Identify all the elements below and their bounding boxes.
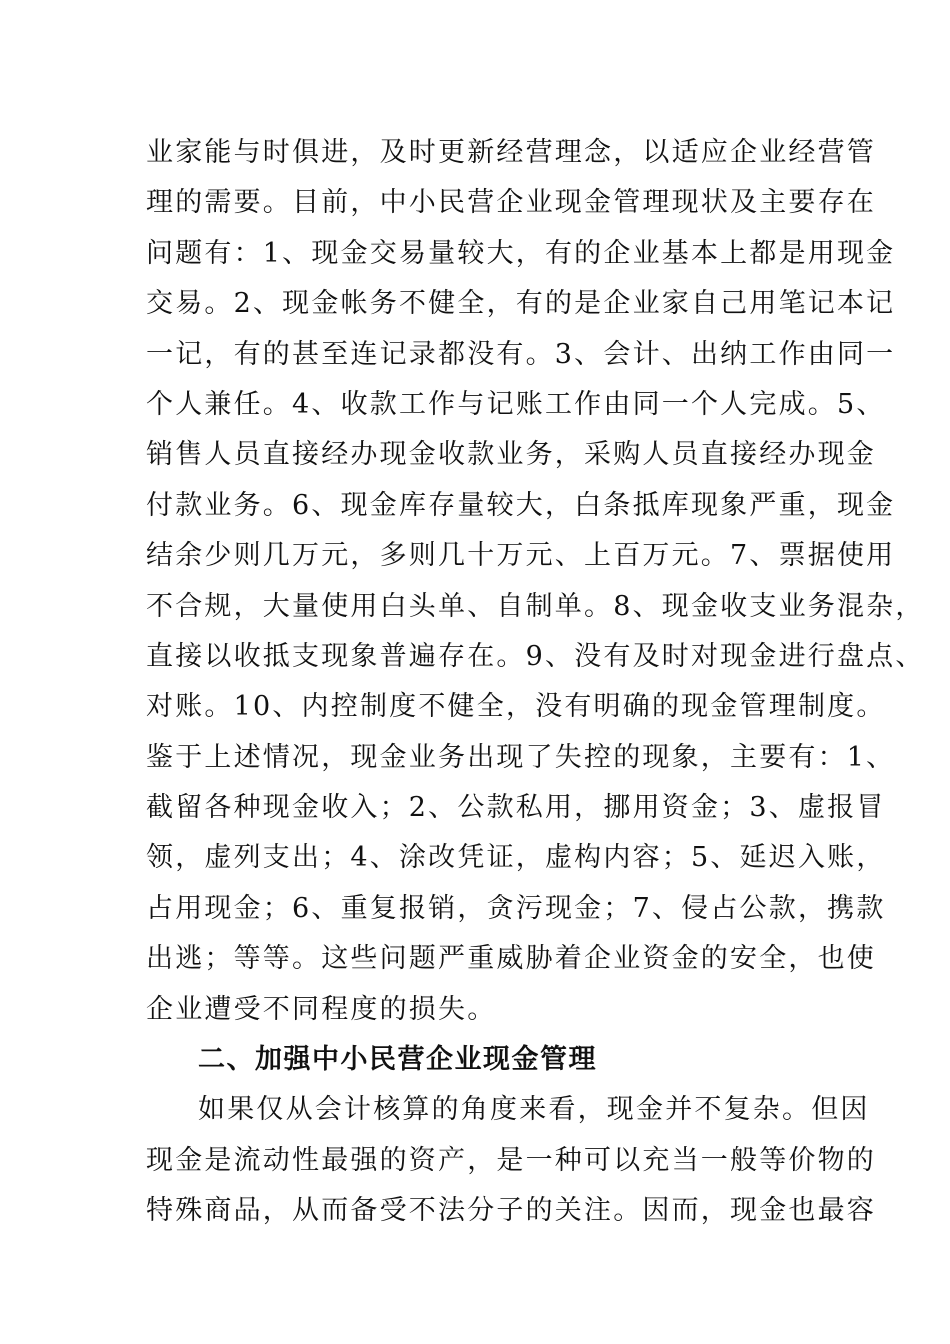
body-text-line: 对账。10、内控制度不健全，没有明确的现金管理制度。 xyxy=(146,691,886,723)
section-heading: 二、加强中小民营企业现金管理 xyxy=(198,1044,597,1076)
body-text-line: 业家能与时俱进，及时更新经营理念，以适应企业经营管 xyxy=(146,137,876,168)
body-text-line: 现金是流动性最强的资产，是一种可以充当一般等价物的 xyxy=(146,1144,876,1176)
body-text-line: 截留各种现金收入；2、公款私用，挪用资金；3、虚报冒 xyxy=(146,792,886,824)
body-text-line: 鉴于上述情况，现金业务出现了失控的现象，主要有：1、 xyxy=(146,741,896,773)
body-text-line: 直接以收抵支现象普遍存在。9、没有及时对现金进行盘点、 xyxy=(146,640,925,672)
body-text-line: 个人兼任。4、收款工作与记账工作由同一个人完成。5、 xyxy=(146,388,886,420)
body-text-line: 销售人员直接经办现金收款业务，采购人员直接经办现金 xyxy=(146,439,876,471)
body-text-line: 一记，有的甚至连记录都没有。3、会计、出纳工作由同一 xyxy=(146,338,896,370)
body-text-line: 结余少则几万元，多则几十万元、上百万元。7、票据使用 xyxy=(146,540,896,572)
body-text-line: 交易。2、现金帐务不健全，有的是企业家自己用笔记本记 xyxy=(146,288,896,320)
body-text-line: 不合规，大量使用白头单、自制单。8、现金收支业务混杂， xyxy=(146,590,925,622)
body-text-line: 占用现金；6、重复报销，贪污现金；7、侵占公款，携款 xyxy=(146,892,886,924)
body-text-line: 理的需要。目前，中小民营企业现金管理现状及主要存在 xyxy=(146,187,876,219)
body-text-line: 企业遭受不同程度的损失。 xyxy=(146,993,497,1025)
body-text-line: 付款业务。6、现金库存量较大，白条抵库现象严重，现金 xyxy=(146,489,896,521)
body-text-line: 领，虚列支出；4、涂改凭证，虚构内容；5、延迟入账， xyxy=(146,842,886,874)
body-text-line: 出逃；等等。这些问题严重威胁着企业资金的安全，也使 xyxy=(146,943,876,975)
body-text-line: 特殊商品，从而备受不法分子的关注。因而，现金也最容 xyxy=(146,1195,876,1227)
document-body xyxy=(146,128,925,1237)
body-text-line: 问题有：1、现金交易量较大，有的企业基本上都是用现金 xyxy=(146,237,896,269)
body-text-line: 如果仅从会计核算的角度来看，现金并不复杂。但因 xyxy=(198,1094,870,1126)
